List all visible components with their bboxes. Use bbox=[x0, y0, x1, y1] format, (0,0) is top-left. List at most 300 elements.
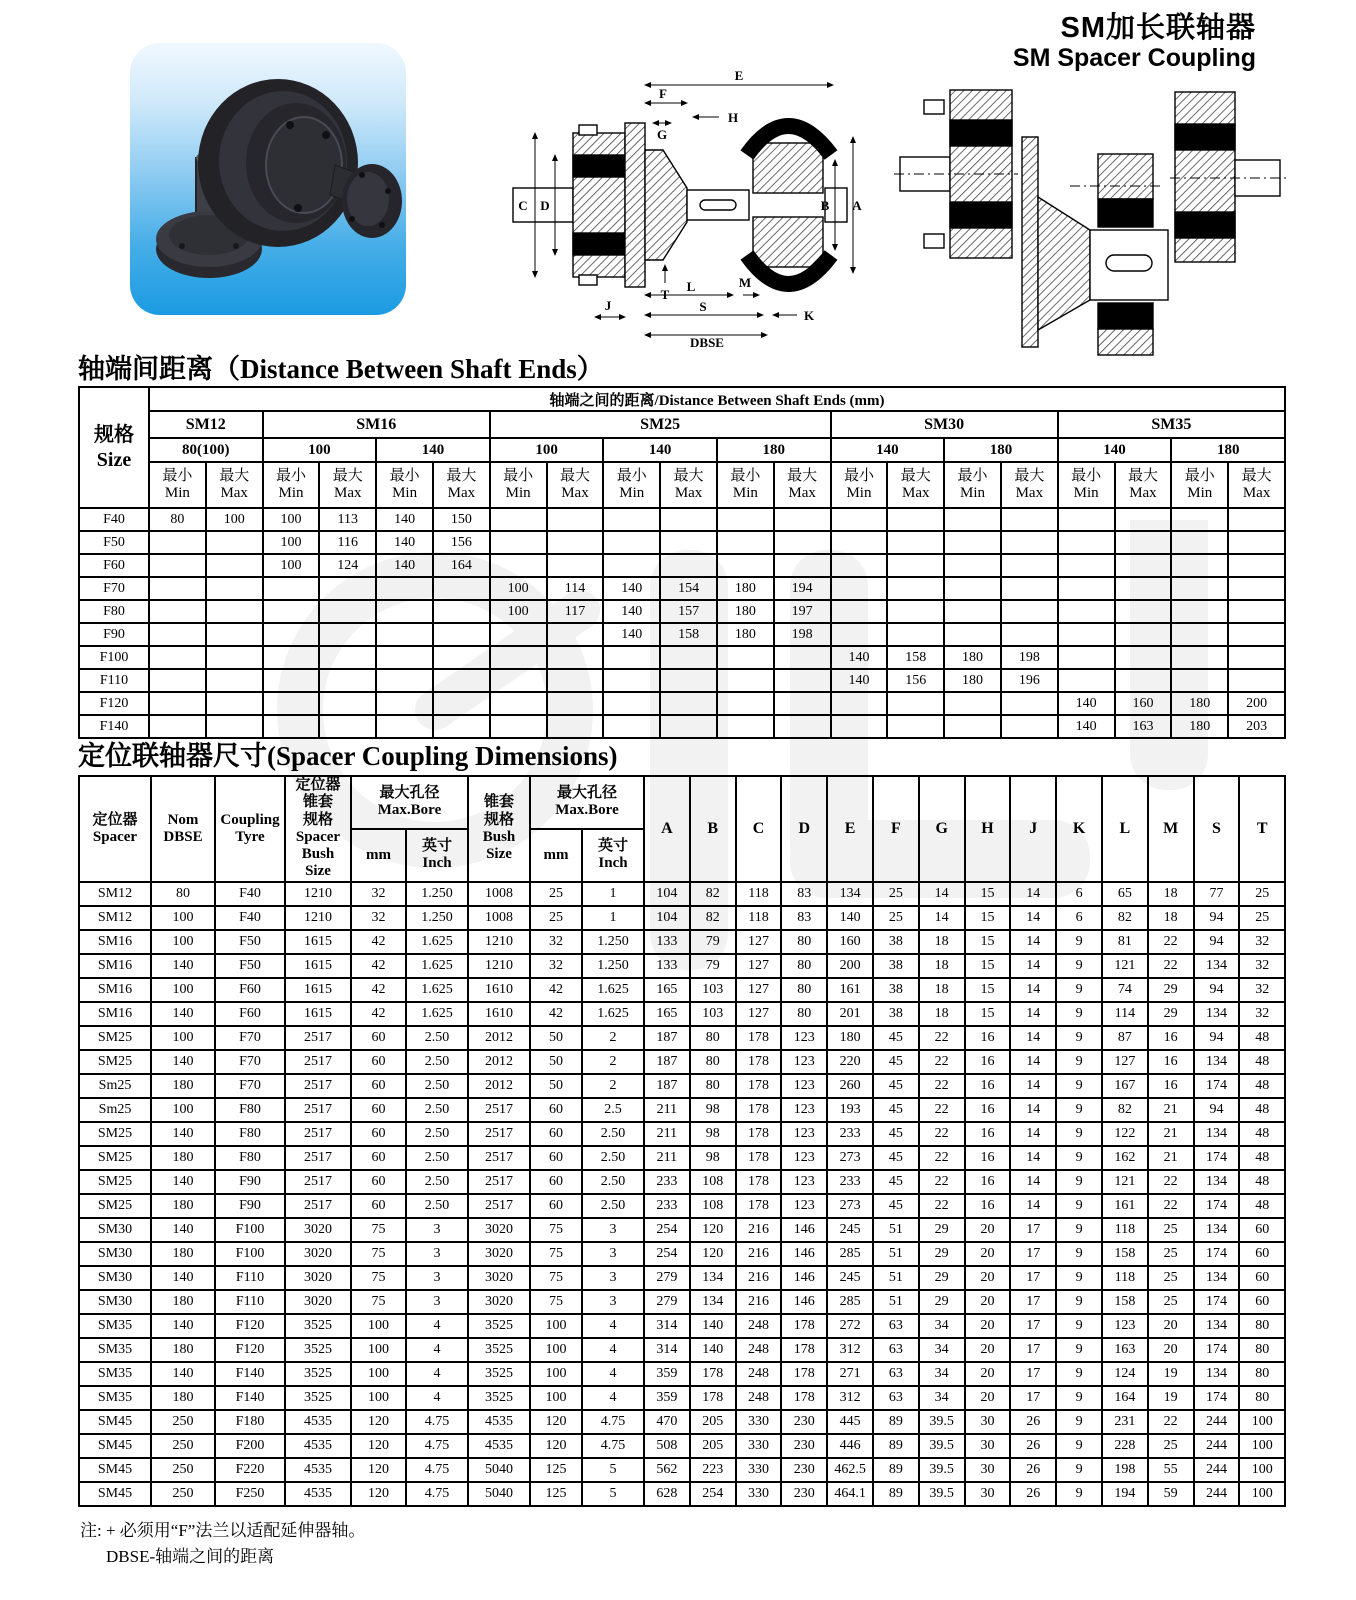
cell: 2.50 bbox=[406, 1026, 468, 1050]
section-title-dimensions: 定位联轴器尺寸(Spacer Coupling Dimensions) bbox=[78, 741, 618, 771]
cell bbox=[1058, 646, 1115, 669]
cell bbox=[717, 692, 774, 715]
cell: 60 bbox=[351, 1098, 406, 1122]
cell bbox=[376, 623, 433, 646]
cell: 178 bbox=[736, 1122, 782, 1146]
cell: 464.1 bbox=[827, 1482, 873, 1506]
cell: 42 bbox=[530, 978, 582, 1002]
min-max-row bbox=[79, 462, 1285, 508]
cell: 174 bbox=[1194, 1074, 1240, 1098]
cell: 22 bbox=[1148, 1170, 1194, 1194]
t1-minmax: 最小 Min bbox=[717, 462, 774, 508]
page-title-block bbox=[1013, 12, 1256, 72]
cell: 271 bbox=[827, 1362, 873, 1386]
cell: 164 bbox=[1102, 1386, 1148, 1410]
cell: 134 bbox=[827, 882, 873, 906]
cell: 178 bbox=[736, 1050, 782, 1074]
cell: 178 bbox=[781, 1338, 827, 1362]
cell: 140 bbox=[151, 1266, 215, 1290]
row-label: F110 bbox=[79, 669, 149, 692]
t1-minmax: 最大 Max bbox=[1115, 462, 1172, 508]
cell: 14 bbox=[1010, 882, 1056, 906]
cell: 4 bbox=[582, 1362, 644, 1386]
cell: 4 bbox=[582, 1314, 644, 1338]
row-label: SM16 bbox=[79, 1002, 151, 1026]
page-title-zh: SM加长联轴器 bbox=[1060, 12, 1256, 44]
cell: 198 bbox=[774, 623, 831, 646]
cell bbox=[206, 531, 263, 554]
coupling-photo-art bbox=[130, 43, 406, 315]
cell: 3 bbox=[406, 1290, 468, 1314]
table-row bbox=[79, 531, 1285, 554]
row-label: SM45 bbox=[79, 1410, 151, 1434]
row-label: SM45 bbox=[79, 1458, 151, 1482]
cell: 178 bbox=[690, 1386, 736, 1410]
cell bbox=[774, 669, 831, 692]
cell: 197 bbox=[774, 600, 831, 623]
cell: 39.5 bbox=[919, 1458, 965, 1482]
cell: 32 bbox=[530, 930, 582, 954]
cell: 42 bbox=[530, 1002, 582, 1026]
cell: 233 bbox=[827, 1122, 873, 1146]
cell: 3525 bbox=[285, 1386, 351, 1410]
cell: 75 bbox=[530, 1290, 582, 1314]
cell: 1615 bbox=[285, 1002, 351, 1026]
table-row bbox=[79, 1074, 1285, 1098]
cell: 60 bbox=[351, 1170, 406, 1194]
cell: 123 bbox=[781, 1122, 827, 1146]
cell: 48 bbox=[1239, 1170, 1285, 1194]
cell: 14 bbox=[919, 906, 965, 930]
row-label: SM35 bbox=[79, 1338, 151, 1362]
cell: F220 bbox=[215, 1458, 285, 1482]
cell: 20 bbox=[965, 1386, 1011, 1410]
cell: 174 bbox=[1194, 1146, 1240, 1170]
cell bbox=[319, 669, 376, 692]
cell: 272 bbox=[827, 1314, 873, 1338]
cell: 233 bbox=[644, 1170, 690, 1194]
cell: 15 bbox=[965, 954, 1011, 978]
cell: 89 bbox=[873, 1482, 919, 1506]
table-row bbox=[79, 692, 1285, 715]
cell: 60 bbox=[530, 1098, 582, 1122]
row-label: F40 bbox=[79, 508, 149, 531]
cell bbox=[887, 692, 944, 715]
cell: 161 bbox=[827, 978, 873, 1002]
cell: 446 bbox=[827, 1434, 873, 1458]
cell: 4 bbox=[406, 1386, 468, 1410]
table-row bbox=[79, 1098, 1285, 1122]
cell: 21 bbox=[1148, 1098, 1194, 1122]
t1-minmax: 最大 Max bbox=[887, 462, 944, 508]
cell: 196 bbox=[1001, 669, 1058, 692]
cell: 180 bbox=[1171, 692, 1228, 715]
table-row bbox=[79, 1050, 1285, 1074]
cell bbox=[774, 692, 831, 715]
table-row bbox=[79, 1146, 1285, 1170]
cell bbox=[376, 669, 433, 692]
cell: 134 bbox=[1194, 1122, 1240, 1146]
cell: 4 bbox=[406, 1314, 468, 1338]
table-row bbox=[79, 930, 1285, 954]
cell: F140 bbox=[215, 1362, 285, 1386]
cell: 2517 bbox=[468, 1098, 530, 1122]
cell: 14 bbox=[1010, 1122, 1056, 1146]
cell: 17 bbox=[1010, 1290, 1056, 1314]
cell: 250 bbox=[151, 1410, 215, 1434]
cell: 18 bbox=[1148, 882, 1194, 906]
dim-label-d: D bbox=[540, 198, 550, 213]
cell: 178 bbox=[690, 1362, 736, 1386]
cell: 94 bbox=[1194, 930, 1240, 954]
cell: 82 bbox=[690, 906, 736, 930]
cell: 158 bbox=[660, 623, 717, 646]
cell: 45 bbox=[873, 1098, 919, 1122]
t1-spacer: 140 bbox=[831, 438, 945, 462]
cell: 158 bbox=[887, 646, 944, 669]
cell: 233 bbox=[644, 1194, 690, 1218]
cell: 2517 bbox=[285, 1026, 351, 1050]
cell: 2.50 bbox=[406, 1194, 468, 1218]
cell: 146 bbox=[781, 1290, 827, 1314]
cell: 19 bbox=[1148, 1386, 1194, 1410]
cell: 48 bbox=[1239, 1074, 1285, 1098]
cell: 63 bbox=[873, 1314, 919, 1338]
cell: 127 bbox=[1102, 1050, 1148, 1074]
cell: F100 bbox=[215, 1242, 285, 1266]
row-label: SM12 bbox=[79, 882, 151, 906]
cell: 103 bbox=[690, 978, 736, 1002]
cell: 38 bbox=[873, 930, 919, 954]
cell: 1.250 bbox=[406, 906, 468, 930]
cell: 83 bbox=[781, 882, 827, 906]
cell bbox=[603, 692, 660, 715]
th-dim-f: F bbox=[873, 776, 919, 882]
cell bbox=[319, 600, 376, 623]
cell: 445 bbox=[827, 1410, 873, 1434]
cell: 60 bbox=[351, 1122, 406, 1146]
cell: 2.50 bbox=[406, 1098, 468, 1122]
cell: 1615 bbox=[285, 930, 351, 954]
cell: 9 bbox=[1056, 1458, 1102, 1482]
cell: 157 bbox=[660, 600, 717, 623]
cell: 120 bbox=[351, 1410, 406, 1434]
cell bbox=[603, 508, 660, 531]
cell: 20 bbox=[965, 1338, 1011, 1362]
cell: 9 bbox=[1056, 978, 1102, 1002]
cell bbox=[944, 600, 1001, 623]
cell: 231 bbox=[1102, 1410, 1148, 1434]
cell: 178 bbox=[736, 1170, 782, 1194]
cell: 100 bbox=[490, 600, 547, 623]
dim-label-j: J bbox=[604, 298, 612, 313]
cell: 140 bbox=[376, 554, 433, 577]
cell: 193 bbox=[827, 1098, 873, 1122]
cell: 134 bbox=[1194, 1362, 1240, 1386]
th-dim-l: L bbox=[1102, 776, 1148, 882]
cell: 14 bbox=[1010, 906, 1056, 930]
cell: 114 bbox=[1102, 1002, 1148, 1026]
cell: 279 bbox=[644, 1266, 690, 1290]
cell: 80 bbox=[690, 1074, 736, 1098]
cell bbox=[149, 623, 206, 646]
cell: 82 bbox=[1102, 906, 1148, 930]
cell: 100 bbox=[206, 508, 263, 531]
cell: 1.625 bbox=[406, 930, 468, 954]
cell: 200 bbox=[827, 954, 873, 978]
table-row bbox=[79, 978, 1285, 1002]
cell: 32 bbox=[351, 882, 406, 906]
cell bbox=[149, 577, 206, 600]
cell: 80 bbox=[781, 978, 827, 1002]
cell: 4 bbox=[406, 1362, 468, 1386]
cell: 45 bbox=[873, 1146, 919, 1170]
cell: 82 bbox=[690, 882, 736, 906]
cell: 203 bbox=[1228, 715, 1285, 738]
t1-minmax: 最大 Max bbox=[433, 462, 490, 508]
cell: 113 bbox=[319, 508, 376, 531]
table-row bbox=[79, 669, 1285, 692]
cell bbox=[547, 692, 604, 715]
cell bbox=[1115, 600, 1172, 623]
cell: 123 bbox=[781, 1170, 827, 1194]
cell bbox=[206, 600, 263, 623]
cell: 216 bbox=[736, 1290, 782, 1314]
cell bbox=[433, 669, 490, 692]
dim-label-f: F bbox=[659, 86, 667, 101]
cell: 15 bbox=[965, 978, 1011, 1002]
th-coupling-tyre: Coupling Tyre bbox=[215, 776, 285, 882]
cell: 38 bbox=[873, 954, 919, 978]
cell: 180 bbox=[717, 577, 774, 600]
cell: 3525 bbox=[285, 1362, 351, 1386]
cell bbox=[1058, 531, 1115, 554]
dim-label-a: A bbox=[852, 198, 862, 213]
table-row bbox=[79, 1290, 1285, 1314]
cell: 462.5 bbox=[827, 1458, 873, 1482]
cell: F80 bbox=[215, 1146, 285, 1170]
cell: 45 bbox=[873, 1194, 919, 1218]
cell: 254 bbox=[644, 1218, 690, 1242]
cell: 29 bbox=[1148, 978, 1194, 1002]
cell: 244 bbox=[1194, 1410, 1240, 1434]
cell bbox=[149, 646, 206, 669]
cell: 19 bbox=[1148, 1362, 1194, 1386]
cell bbox=[490, 623, 547, 646]
cell: 1 bbox=[582, 882, 644, 906]
th-max-bore-spacer: 最大孔径 Max.Bore bbox=[351, 776, 468, 829]
cell: 3525 bbox=[468, 1338, 530, 1362]
cell: 134 bbox=[690, 1290, 736, 1314]
cell: 178 bbox=[781, 1314, 827, 1338]
cell: 22 bbox=[919, 1026, 965, 1050]
cell: 60 bbox=[530, 1194, 582, 1218]
cell: F120 bbox=[215, 1314, 285, 1338]
table-row bbox=[79, 882, 1285, 906]
cell: 9 bbox=[1056, 1314, 1102, 1338]
cell: 55 bbox=[1148, 1458, 1194, 1482]
cell: F40 bbox=[215, 906, 285, 930]
cell bbox=[1001, 577, 1058, 600]
cell: 104 bbox=[644, 882, 690, 906]
cell: 17 bbox=[1010, 1242, 1056, 1266]
cell: 158 bbox=[1102, 1290, 1148, 1314]
row-label: F100 bbox=[79, 646, 149, 669]
cell: 20 bbox=[965, 1218, 1011, 1242]
cell: 2.50 bbox=[406, 1146, 468, 1170]
cell bbox=[149, 600, 206, 623]
cell: F90 bbox=[215, 1170, 285, 1194]
table-row bbox=[79, 1338, 1285, 1362]
cell bbox=[887, 531, 944, 554]
cell: 25 bbox=[530, 906, 582, 930]
cell: 134 bbox=[1194, 1170, 1240, 1194]
row-label: SM16 bbox=[79, 978, 151, 1002]
cell bbox=[319, 623, 376, 646]
cell bbox=[1058, 600, 1115, 623]
cell: 3020 bbox=[285, 1218, 351, 1242]
cell: 122 bbox=[1102, 1122, 1148, 1146]
cell: 211 bbox=[644, 1122, 690, 1146]
cell: 134 bbox=[1194, 1002, 1240, 1026]
cell: 187 bbox=[644, 1074, 690, 1098]
row-label: SM35 bbox=[79, 1386, 151, 1410]
cell: 2517 bbox=[285, 1050, 351, 1074]
cell: 118 bbox=[1102, 1266, 1148, 1290]
cell: 180 bbox=[151, 1074, 215, 1098]
t1-minmax: 最大 Max bbox=[547, 462, 604, 508]
cell: 50 bbox=[530, 1050, 582, 1074]
cell: 180 bbox=[151, 1146, 215, 1170]
cell: 4535 bbox=[285, 1458, 351, 1482]
cell: 25 bbox=[1148, 1218, 1194, 1242]
cell: 3020 bbox=[285, 1290, 351, 1314]
cell: 1.250 bbox=[582, 930, 644, 954]
cell bbox=[206, 577, 263, 600]
row-label: F140 bbox=[79, 715, 149, 738]
row-label: F70 bbox=[79, 577, 149, 600]
row-label: F80 bbox=[79, 600, 149, 623]
cell: 230 bbox=[781, 1410, 827, 1434]
cell: 359 bbox=[644, 1386, 690, 1410]
cell: 22 bbox=[1148, 1410, 1194, 1434]
cell: 273 bbox=[827, 1194, 873, 1218]
cell bbox=[1001, 554, 1058, 577]
cell: 123 bbox=[781, 1194, 827, 1218]
t1-minmax: 最大 Max bbox=[206, 462, 263, 508]
table-row bbox=[79, 1434, 1285, 1458]
cell: 273 bbox=[827, 1146, 873, 1170]
cell: 178 bbox=[781, 1362, 827, 1386]
cell: 14 bbox=[1010, 978, 1056, 1002]
cell: 14 bbox=[1010, 930, 1056, 954]
cell bbox=[1058, 577, 1115, 600]
cell: 3 bbox=[582, 1242, 644, 1266]
cell bbox=[376, 692, 433, 715]
cell: 100 bbox=[530, 1314, 582, 1338]
cell bbox=[149, 554, 206, 577]
th-max-bore-bush: 最大孔径 Max.Bore bbox=[530, 776, 644, 829]
cell: 628 bbox=[644, 1482, 690, 1506]
cell bbox=[206, 554, 263, 577]
table-row bbox=[79, 508, 1285, 531]
cell: 15 bbox=[965, 1002, 1011, 1026]
cell: 140 bbox=[827, 906, 873, 930]
cell bbox=[1115, 508, 1172, 531]
cell: 2012 bbox=[468, 1074, 530, 1098]
cell: 312 bbox=[827, 1338, 873, 1362]
cell: 140 bbox=[1058, 715, 1115, 738]
cell: 1008 bbox=[468, 906, 530, 930]
cell: 120 bbox=[351, 1458, 406, 1482]
cell: 17 bbox=[1010, 1314, 1056, 1338]
cell: 2 bbox=[582, 1074, 644, 1098]
cell: 32 bbox=[530, 954, 582, 978]
cell: 120 bbox=[690, 1218, 736, 1242]
cell: 22 bbox=[919, 1122, 965, 1146]
cell: 2517 bbox=[285, 1098, 351, 1122]
th-dim-a: A bbox=[644, 776, 690, 882]
cell: 5040 bbox=[468, 1482, 530, 1506]
cell: 314 bbox=[644, 1314, 690, 1338]
cell: 9 bbox=[1056, 1362, 1102, 1386]
cell: 146 bbox=[781, 1218, 827, 1242]
cell bbox=[1228, 554, 1285, 577]
cell: F50 bbox=[215, 954, 285, 978]
cell: 80 bbox=[781, 930, 827, 954]
cell: 22 bbox=[919, 1170, 965, 1194]
t1-minmax: 最小 Min bbox=[376, 462, 433, 508]
cell: 48 bbox=[1239, 1122, 1285, 1146]
cell: 45 bbox=[873, 1122, 919, 1146]
cell: 248 bbox=[736, 1386, 782, 1410]
cell: 34 bbox=[919, 1386, 965, 1410]
cell: 48 bbox=[1239, 1146, 1285, 1170]
cell: 30 bbox=[965, 1434, 1011, 1458]
cell: 20 bbox=[965, 1314, 1011, 1338]
table-row bbox=[79, 1122, 1285, 1146]
cell bbox=[1171, 577, 1228, 600]
cell: 140 bbox=[690, 1338, 736, 1362]
cell: 29 bbox=[1148, 1002, 1194, 1026]
cell: 14 bbox=[1010, 1050, 1056, 1074]
th-dim-j: J bbox=[1010, 776, 1056, 882]
cell bbox=[319, 692, 376, 715]
cell: 48 bbox=[1239, 1026, 1285, 1050]
cell: 79 bbox=[690, 954, 736, 978]
t1-group: SM35 bbox=[1058, 411, 1285, 438]
cell bbox=[603, 531, 660, 554]
t1-spacer: 140 bbox=[603, 438, 717, 462]
cell: 178 bbox=[736, 1194, 782, 1218]
cell: 9 bbox=[1056, 954, 1102, 978]
cell: 9 bbox=[1056, 1170, 1102, 1194]
table-row bbox=[79, 1410, 1285, 1434]
cell: 230 bbox=[781, 1482, 827, 1506]
cell: 9 bbox=[1056, 1122, 1102, 1146]
cell: 59 bbox=[1148, 1482, 1194, 1506]
table-row bbox=[79, 1218, 1285, 1242]
th-spacer-zh: 定位器 bbox=[92, 811, 138, 828]
cell: 75 bbox=[351, 1290, 406, 1314]
dim-label-g: G bbox=[656, 127, 668, 142]
cell: 160 bbox=[827, 930, 873, 954]
th-dim-b: B bbox=[690, 776, 736, 882]
cell: 17 bbox=[1010, 1338, 1056, 1362]
cell bbox=[149, 692, 206, 715]
cell bbox=[376, 646, 433, 669]
cell: 140 bbox=[151, 1314, 215, 1338]
